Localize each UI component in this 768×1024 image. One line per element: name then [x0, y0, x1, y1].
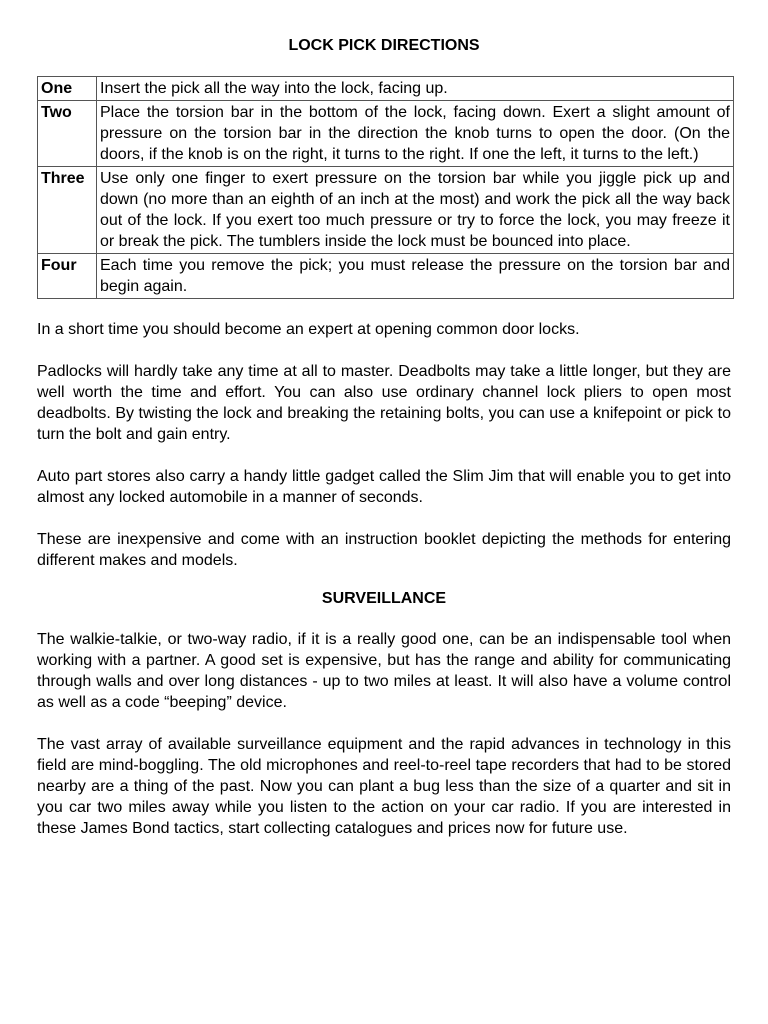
- document-page: [37, 36, 731, 839]
- table-row: [38, 77, 734, 101]
- step-number: Two: [38, 101, 97, 167]
- step-number: One: [38, 77, 97, 101]
- paragraph: Auto part stores also carry a handy little gadget called the Slim Jim that will enable you to get into almost any locked automobile in a manner of seconds.: [37, 468, 731, 506]
- paragraph: The vast array of available surveillance equipment and the rapid advances in technology in this field are mind-boggling. The old microphones and reel-to-reel tape recorders that had to be stored nearby are a thing of the past. Now you can plant a bug less than the size of a quarter and sit in you car two miles away while you listen to the action on your car radio. If you are interested in these James Bond tactics, start collecting catalogues and prices now for future use.: [37, 736, 731, 837]
- surveillance-paragraphs: [37, 629, 731, 839]
- step-number: Three: [38, 167, 97, 254]
- table-row: [38, 101, 734, 167]
- surveillance-heading: SURVEILLANCE: [321, 590, 447, 607]
- paragraph: In a short time you should become an expert at opening common door locks.: [37, 321, 580, 338]
- step-number: Four: [38, 254, 97, 299]
- paragraph: These are inexpensive and come with an instruction booklet depicting the methods for entering different makes and models.: [37, 531, 731, 569]
- step-text: Insert the pick all the way into the lock, facing up.: [97, 77, 734, 101]
- paragraph: Padlocks will hardly take any time at all to master. Deadbolts may take a little longer, but they are well worth the time and effort. You can also use ordinary channel lock pliers to open most deadbolts. By twisting the lock and breaking the retaining bolts, you can use a knifepoint or pick to turn the bolt and gain entry.: [37, 363, 731, 443]
- table-row: [38, 167, 734, 254]
- step-text: Place the torsion bar in the bottom of the lock, facing down. Exert a slight amount of pressure on the torsion bar in the direction the knob turns to open the door. (On the doors, if the knob is on the right, it turns to the right. If one the left, it turns to the left.): [97, 101, 734, 167]
- steps-table: [37, 76, 734, 299]
- step-text: Each time you remove the pick; you must release the pressure on the torsion bar and begin again.: [97, 254, 734, 299]
- table-row: [38, 254, 734, 299]
- paragraph: The walkie-talkie, or two-way radio, if it is a really good one, can be an indispensable tool when working with a partner. A good set is expensive, but has the range and ability for communicating through walls and over long distances - up to two miles at least. It will also have a volume control as well as a code “beeping” device.: [37, 631, 731, 711]
- lock-pick-heading: LOCK PICK DIRECTIONS: [288, 37, 480, 54]
- step-text: Use only one finger to exert pressure on the torsion bar while you jiggle pick up and down (no more than an eighth of an inch at the most) and work the pick all the way back out of the lock. If you exert too much pressure or try to force the lock, you may freeze it or break the pick. The tumblers inside the lock must be bounced into place.: [97, 167, 734, 254]
- lock-paragraphs: [37, 319, 731, 571]
